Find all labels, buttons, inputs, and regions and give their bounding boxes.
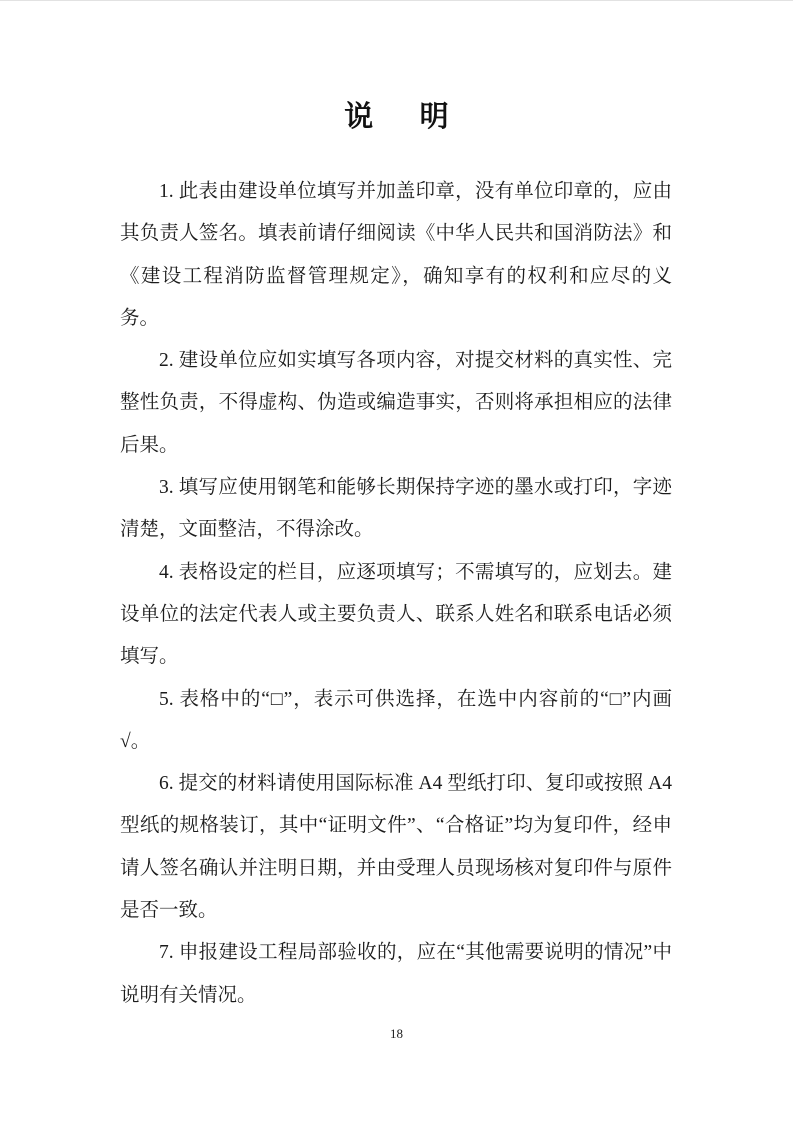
instruction-item-1: 1. 此表由建设单位填写并加盖印章，没有单位印章的，应由其负责人签名。填表前请仔细阅读《中华人民共和国消防法》和《建设工程消防监督管理规定》，确知享有的权利和应尽的义务。	[120, 181, 672, 329]
instruction-item-3: 3. 填写应使用钢笔和能够长期保持字迹的墨水或打印，字迹清楚，文面整洁，不得涂改。	[120, 477, 672, 541]
page-number: 18	[390, 1026, 403, 1041]
instruction-item-4: 4. 表格设定的栏目，应逐项填写；不需填写的，应划去。建设单位的法定代表人或主要负责人、联系人姓名和联系电话必须填写。	[120, 561, 672, 668]
instruction-item-6: 6. 提交的材料请使用国际标准 A4 型纸打印、复印或按照 A4 型纸的规格装订，其中“证明文件”、“合格证”均为复印件，经申请人签名确认并注明日期，并由受理人员现场核对复印件与原件是否一致。	[120, 773, 672, 922]
instruction-item-2: 2. 建设单位应如实填写各项内容，对提交材料的真实性、完整性负责，不得虚构、伪造或编造事实，否则将承担相应的法律后果。	[120, 350, 672, 456]
instruction-item-5: 5. 表格中的“□”，表示可供选择，在选中内容前的“□”内画√。	[120, 688, 672, 752]
instruction-item-7: 7. 申报建设工程局部验收的，应在“其他需要说明的情况”中说明有关情况。	[120, 942, 672, 1006]
instructions-body	[120, 171, 672, 1017]
page-title: 说 明	[344, 101, 458, 133]
